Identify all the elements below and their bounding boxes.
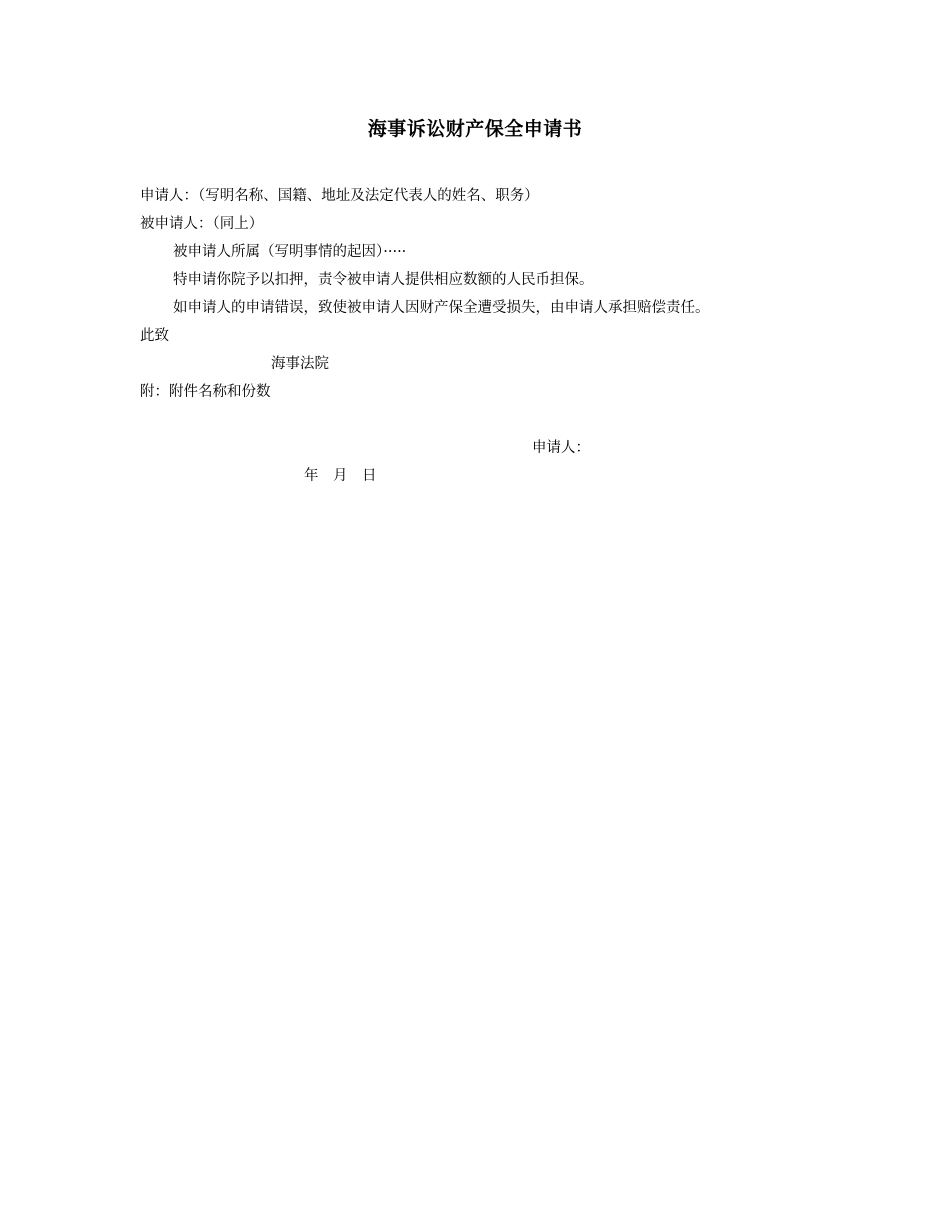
court-name: 海事法院: [271, 356, 329, 372]
liability-paragraph: 如申请人的申请错误，致使被申请人因财产保全遭受损失，由申请人承担赔偿责任。: [173, 300, 710, 316]
date-line: 年 月 日: [304, 468, 377, 484]
facts-paragraph: 被申请人所属（写明事情的起因）·····: [173, 244, 407, 260]
attachment-line: 附：附件名称和份数: [140, 384, 271, 400]
respondent-line: 被申请人：（同上）: [140, 216, 264, 232]
salutation: 此致: [140, 328, 169, 344]
applicant-line: 申请人：（写明名称、国籍、地址及法定代表人的姓名、职务）: [140, 188, 539, 204]
request-paragraph: 特申请你院予以扣押，责令被申请人提供相应数额的人民币担保。: [173, 272, 594, 288]
document-title: 海事诉讼财产保全申请书: [367, 118, 583, 140]
signature-label: 申请人：: [532, 440, 590, 456]
